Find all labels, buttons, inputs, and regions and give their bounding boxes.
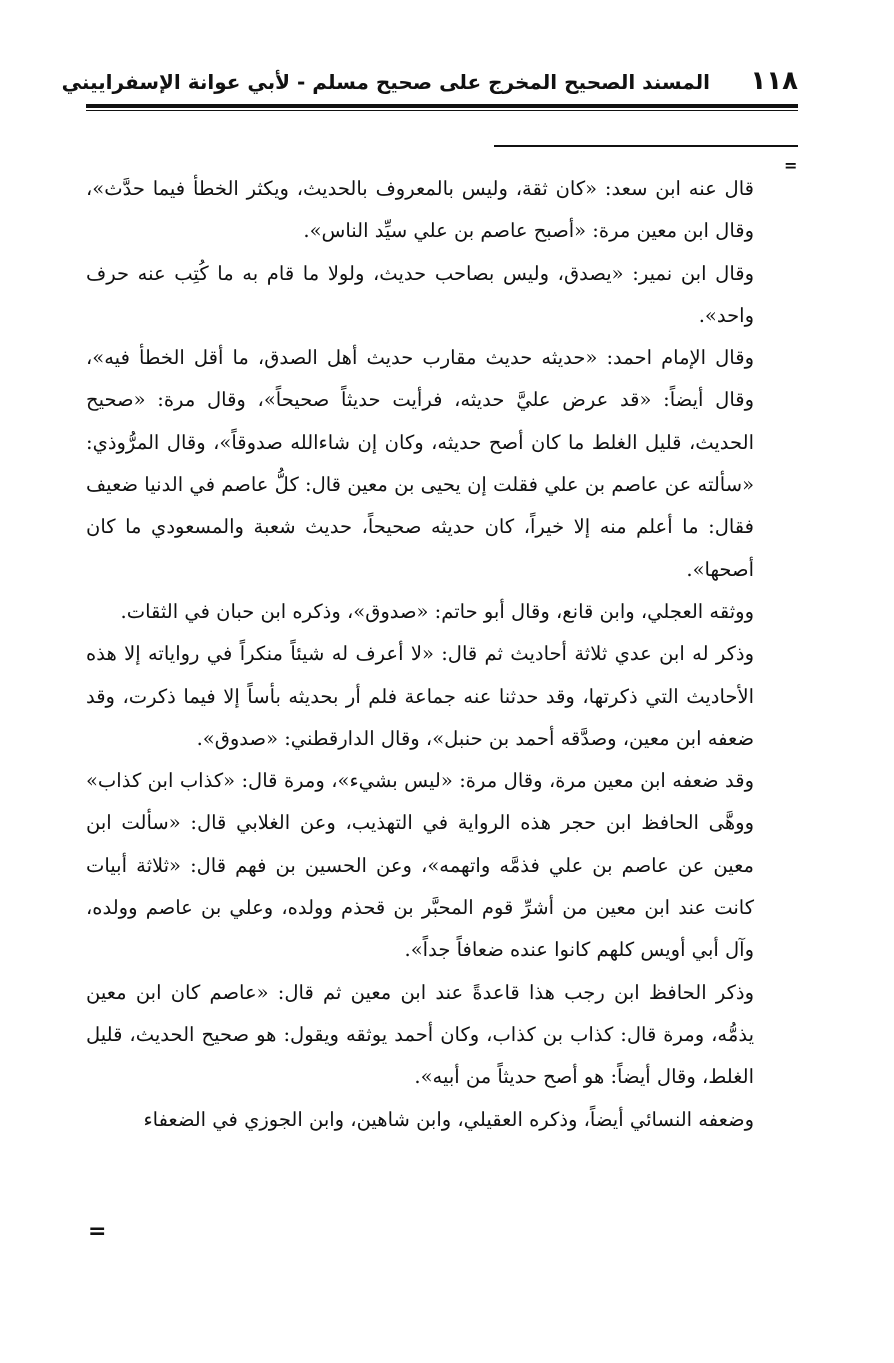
footnote-body <box>86 168 754 1141</box>
page-number: ١١٨ <box>750 66 798 96</box>
footnote-separator-rule <box>494 145 798 147</box>
paragraph: وذكر الحافظ ابن رجب هذا قاعدةً عند ابن معين ثم قال: «عاصم كان ابن معين يذمُّه، ومرة قال: كذاب بن كذاب، وكان أحمد يوثقه ويقول: هو صحيح الحديث، قليل الغلط، وقال أيضاً: هو أصح حديثاً من أبيه». <box>86 980 754 1089</box>
paragraph: وقد ضعفه ابن معين مرة، وقال مرة: «ليس بشيء»، ومرة قال: «كذاب ابن كذاب» ووهَّى الحافظ ابن حجر هذه الرواية في التهذيب، وعن الغلابي قال: «سألت ابن معين عن عاصم بن علي فذمَّه واتهمه»، وعن الحسين بن فهم قال: «ثلاثة أبيات كانت عند ابن معين من أشرِّ قوم المحبَّر بن قحذم وولده، وعلي بن عاصم وولده، وآل أبي أويس كلهم كانوا عنده ضعافاً جداً». <box>86 769 754 962</box>
paragraph: ووثقه العجلي، وابن قانع، وقال أبو حاتم: «صدوق»، وذكره ابن حبان في الثقات. <box>120 599 754 623</box>
paragraph: قال عنه ابن سعد: «كان ثقة، وليس بالمعروف بالحديث، ويكثر الخطأ فيما حدَّث»، وقال ابن معين مرة: «أصبح عاصم بن علي سيِّد الناس». <box>86 177 754 243</box>
running-title: المسند الصحيح المخرج على صحيح مسلم - لأبي عوانة الإسفراييني <box>61 70 710 94</box>
running-header <box>61 66 798 104</box>
header-rule-thin <box>86 110 798 111</box>
paragraph: وضعفه النسائي أيضاً، وذكره العقيلي، وابن شاهين، وابن الجوزي في الضعفاء <box>143 1107 754 1131</box>
paragraph: وقال الإمام احمد: «حديثه حديث مقارب حديث أهل الصدق، ما أقل الخطأ فيه»، وقال أيضاً: «قد عرض عليَّ حديثه، فرأيت حديثاً صحيحاً»، وقال مرة: «صحيح الحديث، قليل الغلط ما كان أصح حديثه، وكان إن شاءالله صدوقاً»، وقال المرُّوذي: «سألته عن عاصم بن علي فقلت إن يحيى بن معين قال: كلُّ عاصم في الدنيا ضعيف فقال: ما أعلم منه إلا خيراً، كان حديثه صحيحاً، حديث شعبة والمسعودي ما كان أصحها». <box>86 346 754 581</box>
continuation-mark-top: = <box>784 156 798 175</box>
paragraph: وذكر له ابن عدي ثلاثة أحاديث ثم قال: «لا أعرف له شيئاً منكراً في رواياته إلا هذه الأحاديث التي ذكرتها، وقد حدثنا عنه جماعة فلم أر بحديثه بأساً إلا فيما ذكرت، وقد ضعفه ابن معين، وصدَّقه أحمد بن حنبل»، وقال الدارقطني: «صدوق». <box>86 642 754 750</box>
paragraph: وقال ابن نمير: «يصدق، وليس بصاحب حديث، ولولا ما قام به ما كُتِب عنه حرف واحد». <box>86 261 754 327</box>
continuation-mark-bottom: = <box>88 1219 107 1244</box>
header-rule-thick <box>86 104 798 108</box>
